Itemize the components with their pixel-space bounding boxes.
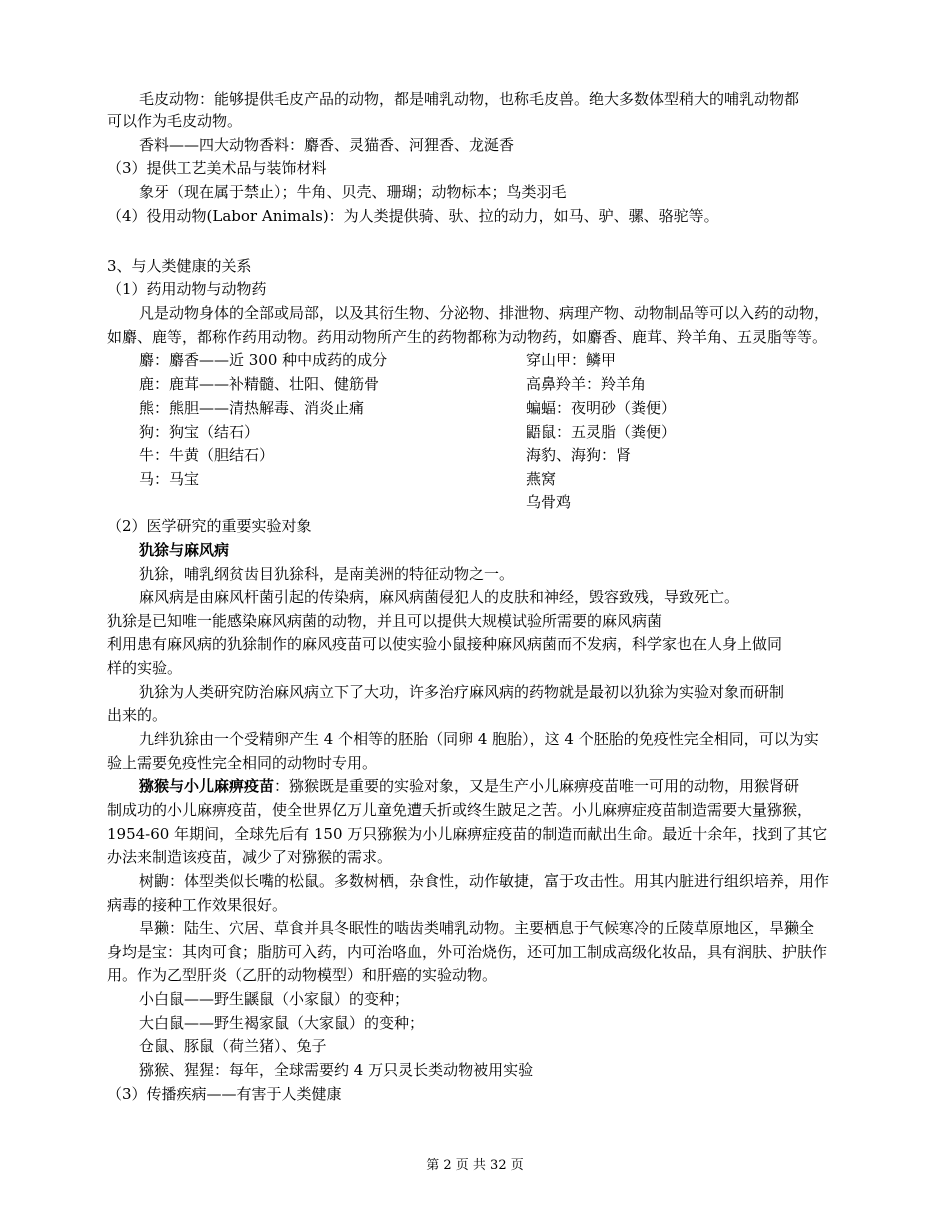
paragraph-marmot-cont: 用。作为乙型肝炎（乙肝的动物模型）和肝癌的实验动物。 <box>107 966 498 984</box>
subheading-armadillo: 犰狳与麻风病 <box>139 541 230 559</box>
paragraph-macaque-cont: 1954-60 年期间，全球先后有 150 万只猕猴为小儿麻痹症疫苗的制造而献出生命。最近十余年，找到了其它 <box>107 825 828 843</box>
paragraph-crafts: 象牙（现在属于禁止）；牛角、贝壳、珊瑚；动物标本；鸟类羽毛 <box>139 183 567 201</box>
heading-medical-research: （2）医学研究的重要实验对象 <box>107 517 312 535</box>
paragraph-macaque-cont: 办法来制造该疫苗，减少了对猕猴的需求。 <box>107 848 393 866</box>
med-item-right: 燕窝 <box>526 470 557 488</box>
med-item-left: 熊：熊胆——清热解毒、消炎止痛 <box>139 399 365 417</box>
paragraph-nine-banded-cont: 验上需要免疫性完全相同的动物时专用。 <box>107 754 378 772</box>
paragraph-armadillo: 犰狳，哺乳纲贫齿目犰狳科，是南美洲的特征动物之一。 <box>139 565 515 583</box>
paragraph-primates: 猕猴、猩猩：每年，全球需要约 4 万只灵长类动物被用实验 <box>139 1061 534 1079</box>
paragraph-armadillo-contribution: 犰狳为人类研究防治麻风病立下了大功，许多治疗麻风病的药物就是最初以犰狳为实验对象而研制 <box>139 683 785 701</box>
med-item-left: 鹿：鹿茸——补精髓、壮阳、健筋骨 <box>139 375 380 393</box>
med-item-left: 麝：麝香——近 300 种中成药的成分 <box>139 351 388 369</box>
med-item-right: 鼯鼠：五灵脂（粪便） <box>526 423 677 441</box>
paragraph-marmot: 旱獭：陆生、穴居、草食并具冬眠性的啮齿类哺乳动物。主要栖息于气候寒冷的丘陵草原地区，旱獭全 <box>139 919 815 937</box>
paragraph-marmot-cont: 身均是宝：其肉可食；脂肪可入药，内可治咯血，外可治烧伤，还可加工制成高级化妆品，具有润肤、护肤作 <box>107 943 828 961</box>
paragraph-leprosy-vaccine: 利用患有麻风病的犰狳制作的麻风疫苗可以使实验小鼠接种麻风病菌而不发病，科学家也在人身上做同 <box>107 635 783 653</box>
paragraph-macaque <box>139 775 847 797</box>
heading-medicinal: （1）药用动物与动物药 <box>107 280 267 298</box>
heading-crafts: （3）提供工艺美术品与装饰材料 <box>107 159 327 177</box>
paragraph-medicinal-cont: 如麝、鹿等，都称作药用动物。药用动物所产生的药物都称为动物药，如麝香、鹿茸、羚羊角、五灵脂等等。 <box>107 328 828 346</box>
med-item-right: 乌骨鸡 <box>526 493 572 511</box>
paragraph-leprosy: 麻风病是由麻风杆菌引起的传染病，麻风病菌侵犯人的皮肤和神经，毁容致残，导致死亡。 <box>139 588 740 606</box>
paragraph-leprosy-vaccine-cont: 样的实验。 <box>107 659 183 677</box>
paragraph-fur-animals-cont: 可以作为毛皮动物。 <box>107 112 243 130</box>
med-item-left: 牛：牛黄（胆结石） <box>139 446 275 464</box>
paragraph-nine-banded: 九绊犰狳由一个受精卵产生 4 个相等的胚胎（同卵 4 胞胎），这 4 个胚胎的免疫性完全相同，可以为实 <box>139 730 819 748</box>
med-item-left: 狗：狗宝（结石） <box>139 423 260 441</box>
page-footer: 第 2 页 共 32 页 <box>426 1158 524 1173</box>
paragraph-leprosy-host: 犰狳是已知唯一能感染麻风病菌的动物，并且可以提供大规模试验所需要的麻风病菌 <box>107 612 663 630</box>
macaque-text: ：猕猴既是重要的实验对象，又是生产小儿麻痹疫苗唯一可用的动物，用猴肾研 <box>274 777 800 795</box>
paragraph-medicinal: 凡是动物身体的全部或局部，以及其衍生物、分泌物、排泄物、病理产物、动物制品等可以入药的动物， <box>139 304 830 322</box>
heading-disease: （3）传播疾病——有害于人类健康 <box>107 1085 342 1103</box>
paragraph-tree-shrew-cont: 病毒的接种工作效果很好。 <box>107 896 288 914</box>
paragraph-white-mouse: 小白鼠——野生鼷鼠（小家鼠）的变种； <box>139 990 410 1008</box>
med-item-right: 穿山甲：鳞甲 <box>526 351 617 369</box>
med-item-left: 马：马宝 <box>139 470 200 488</box>
paragraph-perfume: 香料——四大动物香料：麝香、灵猫香、河狸香、龙涎香 <box>139 136 515 154</box>
paragraph-white-rat: 大白鼠——野生褐家鼠（大家鼠）的变种； <box>139 1014 425 1032</box>
paragraph-hamster: 仓鼠、豚鼠（荷兰猪）、兔子 <box>139 1037 327 1055</box>
paragraph-fur-animals: 毛皮动物：能够提供毛皮产品的动物，都是哺乳动物，也称毛皮兽。绝大多数体型稍大的哺乳动物都 <box>139 90 800 108</box>
paragraph-armadillo-contribution-cont: 出来的。 <box>107 706 168 724</box>
paragraph-macaque-cont: 制成功的小儿麻痹疫苗，使全世界亿万儿童免遭夭折或终生跛足之苦。小儿麻痹症疫苗制造需要大量猕猴， <box>107 801 813 819</box>
med-item-right: 蝙蝠：夜明砂（粪便） <box>526 399 677 417</box>
med-item-right: 海豹、海狗：肾 <box>526 446 632 464</box>
macaque-title: 猕猴与小儿麻痹疫苗 <box>139 777 275 795</box>
paragraph-labor-animals: （4）役用动物(Labor Animals)：为人类提供骑、驮、拉的动力，如马、驴、骡、骆驼等。 <box>107 207 719 225</box>
paragraph-tree-shrew: 树鼩：体型类似长嘴的松鼠。多数树栖，杂食性，动作敏捷，富于攻击性。用其内脏进行组织培养，用作 <box>139 872 830 890</box>
section-heading-health: 3、与人类健康的关系 <box>107 257 252 275</box>
med-item-right: 高鼻羚羊：羚羊角 <box>526 375 647 393</box>
